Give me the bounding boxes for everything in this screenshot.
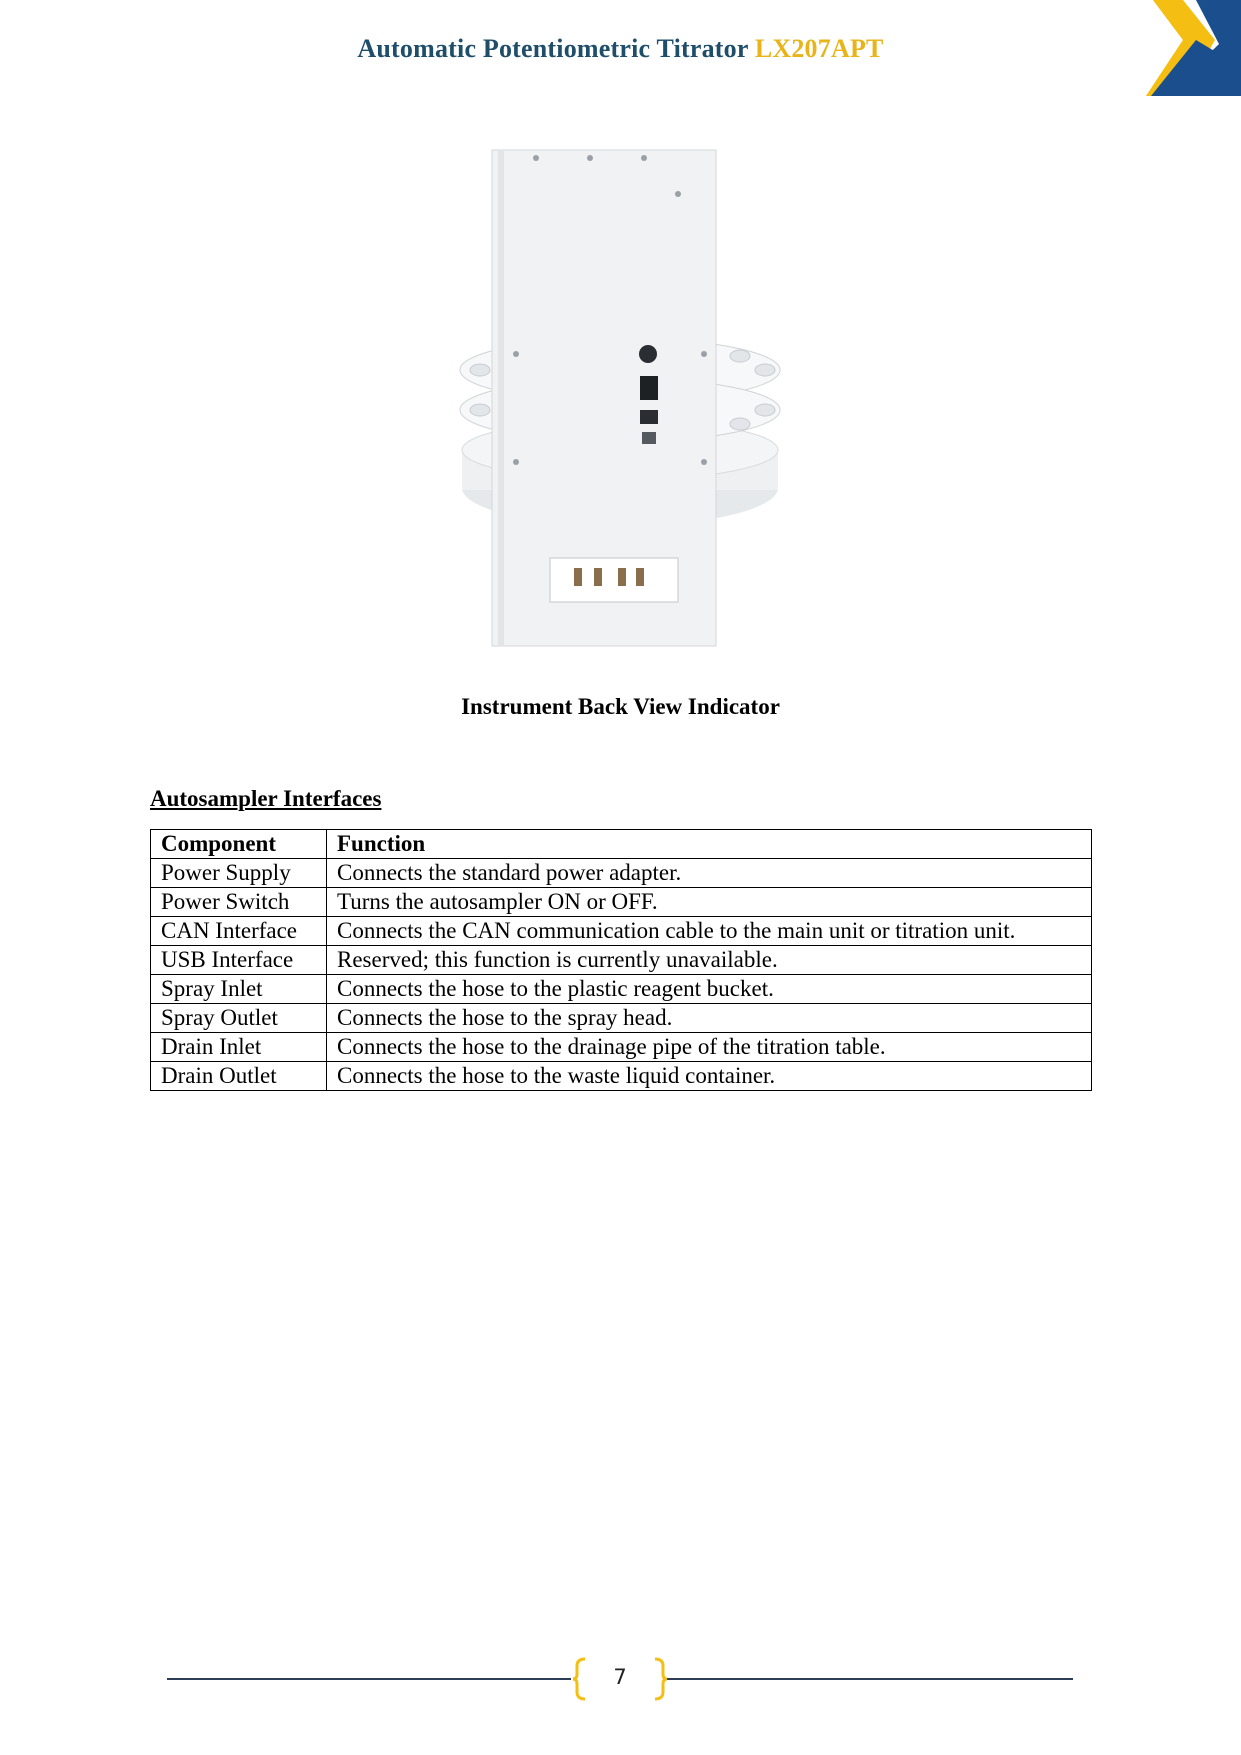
table-row xyxy=(151,917,1092,946)
function-cell: Connects the CAN communication cable to the main unit or titration unit. xyxy=(327,917,1092,946)
table-row xyxy=(151,946,1092,975)
page-number: 7 xyxy=(613,1665,627,1689)
table-row xyxy=(151,888,1092,917)
column-header-function: Function xyxy=(327,830,1092,859)
function-cell: Turns the autosampler ON or OFF. xyxy=(327,888,1092,917)
component-cell: CAN Interface xyxy=(151,917,327,946)
column-header-component: Component xyxy=(151,830,327,859)
table-row xyxy=(151,1033,1092,1062)
figure-caption: Instrument Back View Indicator xyxy=(461,694,780,719)
instrument-back-view-image xyxy=(440,148,800,650)
right-brace-icon xyxy=(652,1656,668,1702)
left-brace-icon xyxy=(572,1656,588,1702)
function-cell: Connects the hose to the drainage pipe of the titration table. xyxy=(327,1033,1092,1062)
document-title: Automatic Potentiometric Titrator xyxy=(357,34,749,63)
component-cell: Power Switch xyxy=(151,888,327,917)
component-cell: Power Supply xyxy=(151,859,327,888)
function-cell: Connects the hose to the spray head. xyxy=(327,1004,1092,1033)
function-cell: Connects the hose to the plastic reagent bucket. xyxy=(327,975,1092,1004)
component-cell: USB Interface xyxy=(151,946,327,975)
footer-divider-left xyxy=(167,1678,571,1680)
footer-divider-right xyxy=(665,1678,1073,1680)
component-cell: Spray Outlet xyxy=(151,1004,327,1033)
header-corner-chevron-graphic xyxy=(1001,0,1241,96)
section-title: Autosampler Interfaces xyxy=(150,786,382,811)
table-header-row xyxy=(151,830,1092,859)
component-cell: Drain Outlet xyxy=(151,1062,327,1091)
table-row xyxy=(151,859,1092,888)
table-row xyxy=(151,1004,1092,1033)
interfaces-table xyxy=(150,829,1092,1091)
component-cell: Drain Inlet xyxy=(151,1033,327,1062)
table-row xyxy=(151,975,1092,1004)
table-row xyxy=(151,1062,1092,1091)
model-name: LX207APT xyxy=(754,34,884,63)
function-cell: Connects the standard power adapter. xyxy=(327,859,1092,888)
function-cell: Reserved; this function is currently unavailable. xyxy=(327,946,1092,975)
component-cell: Spray Inlet xyxy=(151,975,327,1004)
function-cell: Connects the hose to the waste liquid container. xyxy=(327,1062,1092,1091)
